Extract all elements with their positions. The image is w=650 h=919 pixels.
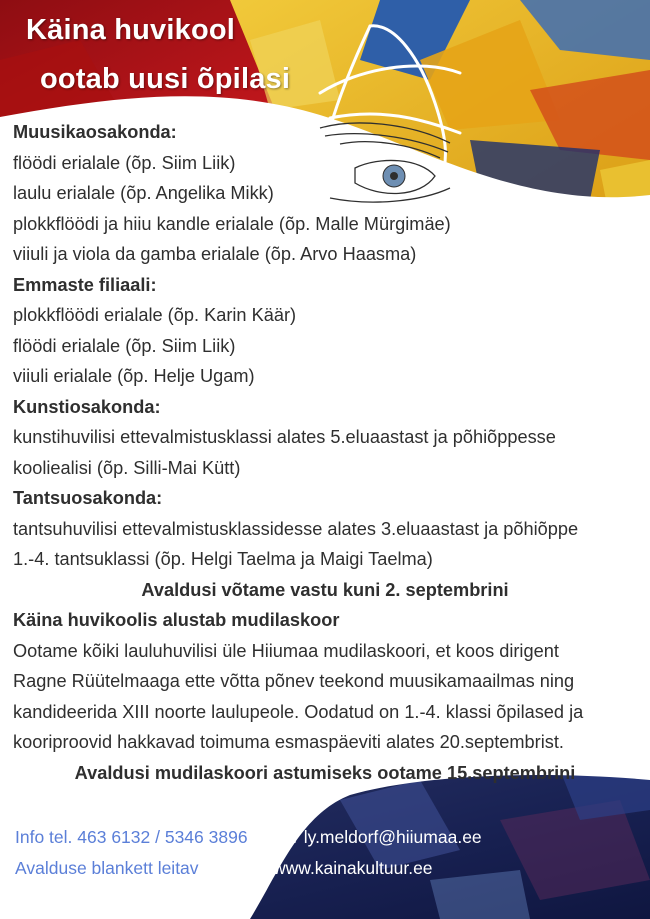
list-item: flöödi erialale (õp. Siim Liik) xyxy=(13,335,236,356)
application-deadline: Avaldusi võtame vastu kuni 2. septembrini xyxy=(141,579,509,600)
website-link[interactable]: www.kainakultuur.ee xyxy=(273,858,433,878)
form-location-label: Avalduse blankett leitav xyxy=(15,858,199,878)
list-item: 1.-4. tantsuklassi (õp. Helgi Taelma ja Maigi Taelma) xyxy=(13,549,433,569)
choir-text-line: Ootame kõiki lauluhuvilisi üle Hiiumaa mudilaskoori, et koos dirigent xyxy=(13,640,559,661)
contact-phone: Info tel. 463 6132 / 5346 3896 xyxy=(15,827,248,847)
list-item: laulu erialale (õp. Angelika Mikk) xyxy=(13,183,274,203)
list-item: tantsuhuvilisi ettevalmistusklassidesse alates 3.eluaastast ja põhiõppe xyxy=(13,518,579,539)
choir-text-line: kandideerida XIII noorte laulupeole. Oodatud on 1.-4. klassi õpilased ja xyxy=(13,701,584,722)
list-item: kunstihuvilisi ettevalmistusklassi alates 5.eluaastast ja põhiõppesse xyxy=(13,427,556,447)
section-heading: Muusikaosakonda: xyxy=(13,122,177,142)
announcement-body xyxy=(13,117,643,788)
section-heading: Emmaste filiaali: xyxy=(13,274,157,295)
list-item: plokkflöödi ja hiiu kandle erialale (õp. Malle Mürgimäe) xyxy=(13,213,451,234)
poster-title-line-1: Käina huvikool xyxy=(26,14,236,46)
choir-heading: Käina huvikoolis alustab mudilaskoor xyxy=(13,610,340,630)
section-heading: Kunstiosakonda: xyxy=(13,396,161,417)
list-item: plokkflöödi erialale (õp. Karin Käär) xyxy=(13,305,297,325)
contact-email-link[interactable]: / ly.meldorf@hiiumaa.ee xyxy=(294,827,482,847)
list-item: viiuli erialale (õp. Helje Ugam) xyxy=(13,366,255,386)
choir-text-line: kooriproovid hakkavad toimuma esmaspäeviti alates 20.septembrist. xyxy=(13,732,564,752)
list-item: flöödi erialale (õp. Siim Liik) xyxy=(13,152,236,173)
choir-text-line: Ragne Rüütelmaaga ette võtta põnev teekond muusikamaailmas ning xyxy=(13,671,575,691)
section-heading: Tantsuosakonda: xyxy=(13,488,163,508)
list-item: viiuli ja viola da gamba erialale (õp. Arvo Haasma) xyxy=(13,244,417,264)
list-item: kooliealisi (õp. Silli-Mai Kütt) xyxy=(13,457,241,478)
poster-title-line-2: ootab uusi õpilasi xyxy=(40,63,291,95)
choir-deadline: Avaldusi mudilaskoori astumiseks ootame 15.septembrini xyxy=(74,762,576,783)
